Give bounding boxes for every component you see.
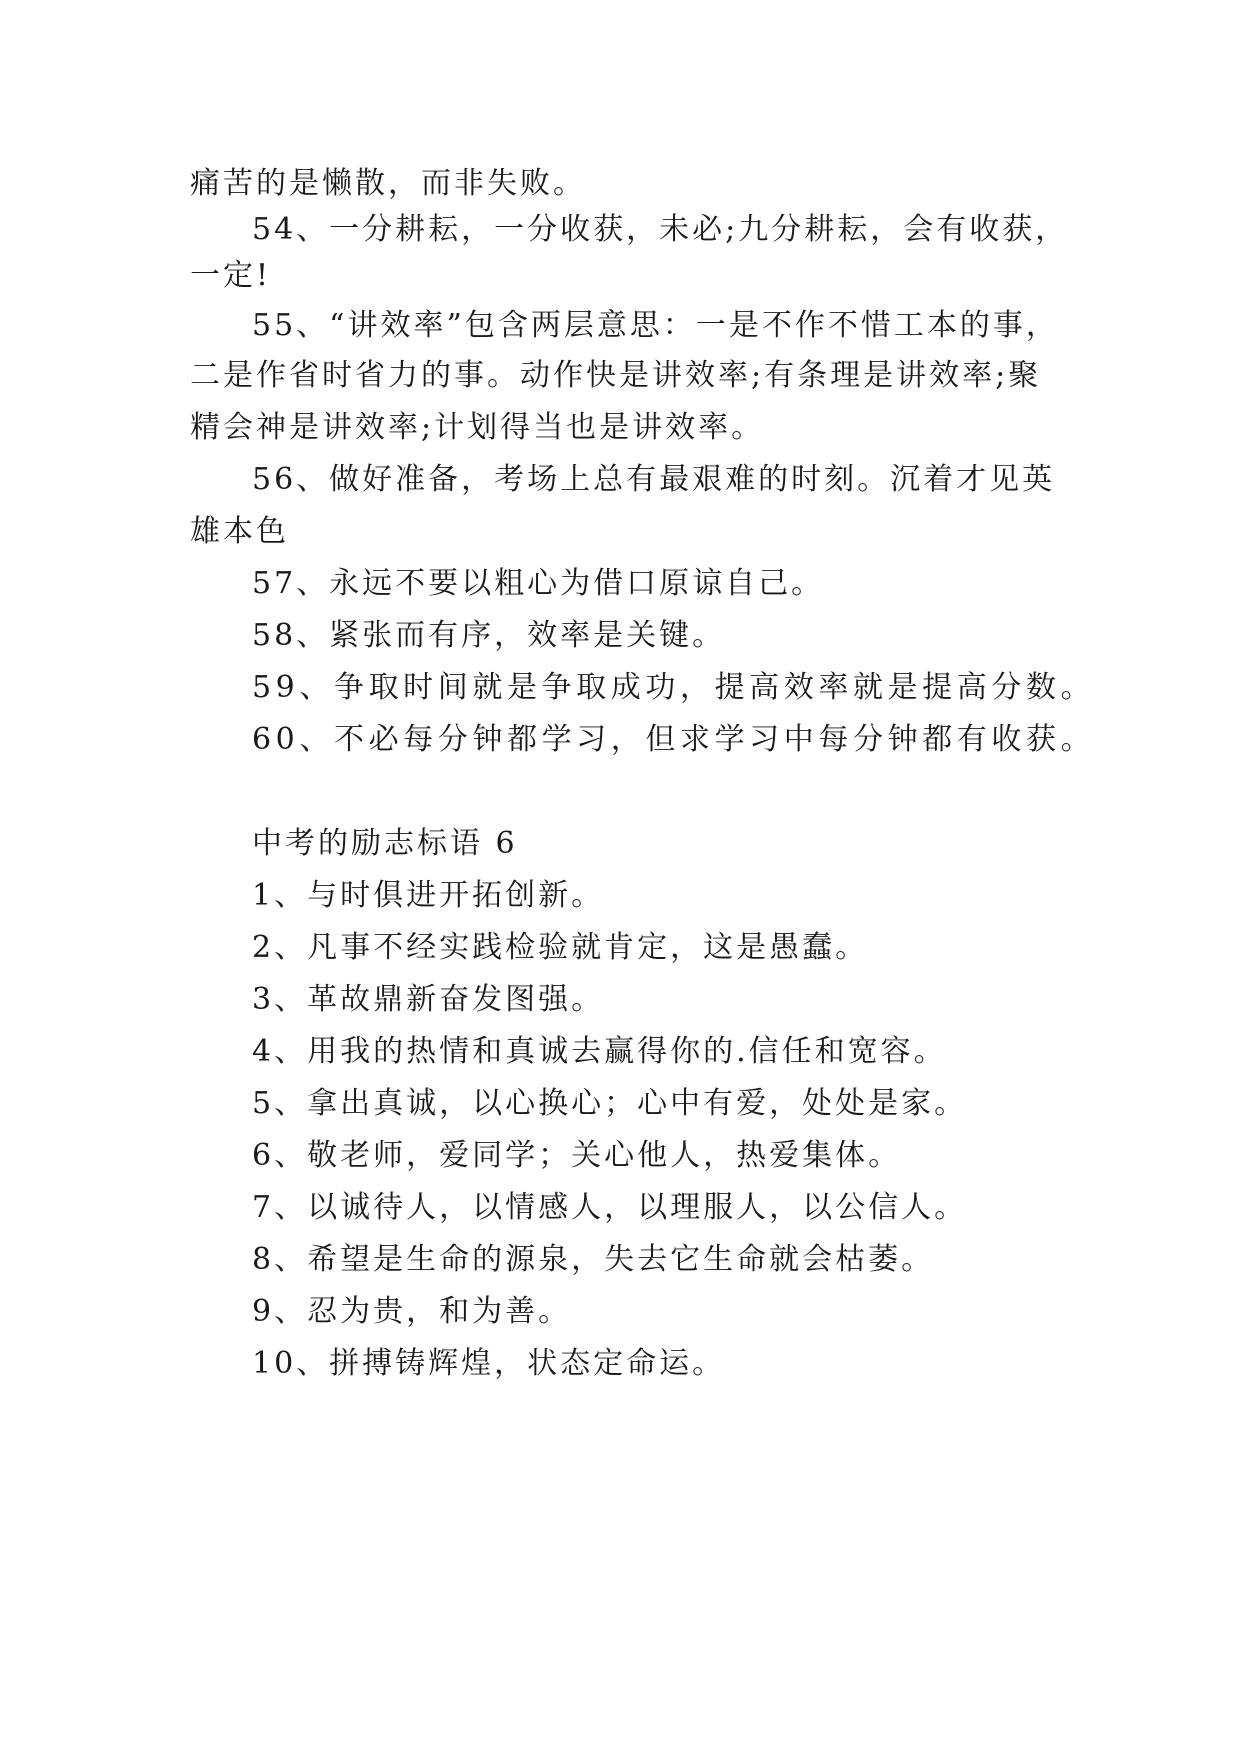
section-heading: 中考的励志标语 6 (252, 826, 518, 861)
list-item-60: 60、不必每分钟都学习，但求学习中每分钟都有收获。 (252, 722, 1096, 757)
list-item: 2、凡事不经实践检验就肯定，这是愚蠢。 (252, 930, 869, 965)
list-item-56: 56、做好准备，考场上总有最艰难的时刻。沉着才见英 (252, 462, 1056, 497)
paragraph-line: 雄本色 (190, 514, 289, 549)
list-item-59: 59、争取时间就是争取成功，提高效率就是提高分数。 (252, 670, 1096, 705)
list-item: 7、以诚待人，以情感人，以理服人，以公信人。 (252, 1190, 968, 1225)
list-item-57: 57、永远不要以粗心为借口原谅自己。 (252, 566, 825, 601)
list-item: 9、忍为贵，和为善。 (252, 1294, 572, 1329)
list-item: 6、敬老师，爱同学；关心他人，热爱集体。 (252, 1138, 902, 1173)
paragraph-line: 一定! (190, 258, 272, 293)
list-item: 8、希望是生命的源泉，失去它生命就会枯萎。 (252, 1242, 935, 1277)
list-item: 5、拿出真诚，以心换心；心中有爱，处处是家。 (252, 1086, 968, 1121)
list-item: 3、革故鼎新奋发图强。 (252, 982, 605, 1017)
list-item-58: 58、紧张而有序，效率是关键。 (252, 618, 726, 653)
list-item: 10、拼搏铸辉煌，状态定命运。 (252, 1346, 726, 1381)
list-item-55: 55、“讲效率”包含两层意思：一是不作不惜工本的事， (252, 308, 1059, 343)
list-item: 1、与时俱进开拓创新。 (252, 878, 605, 913)
list-item: 4、用我的热情和真诚去赢得你的.信任和宽容。 (252, 1034, 947, 1069)
list-item-54: 54、一分耕耘，一分收获，未必;九分耕耘，会有收获， (252, 212, 1069, 247)
paragraph-line: 精会神是讲效率;计划得当也是讲效率。 (190, 410, 765, 445)
paragraph-line: 二是作省时省力的事。动作快是讲效率;有条理是讲效率;聚 (190, 358, 1042, 393)
paragraph-line: 痛苦的是懒散，而非失败。 (190, 166, 586, 201)
